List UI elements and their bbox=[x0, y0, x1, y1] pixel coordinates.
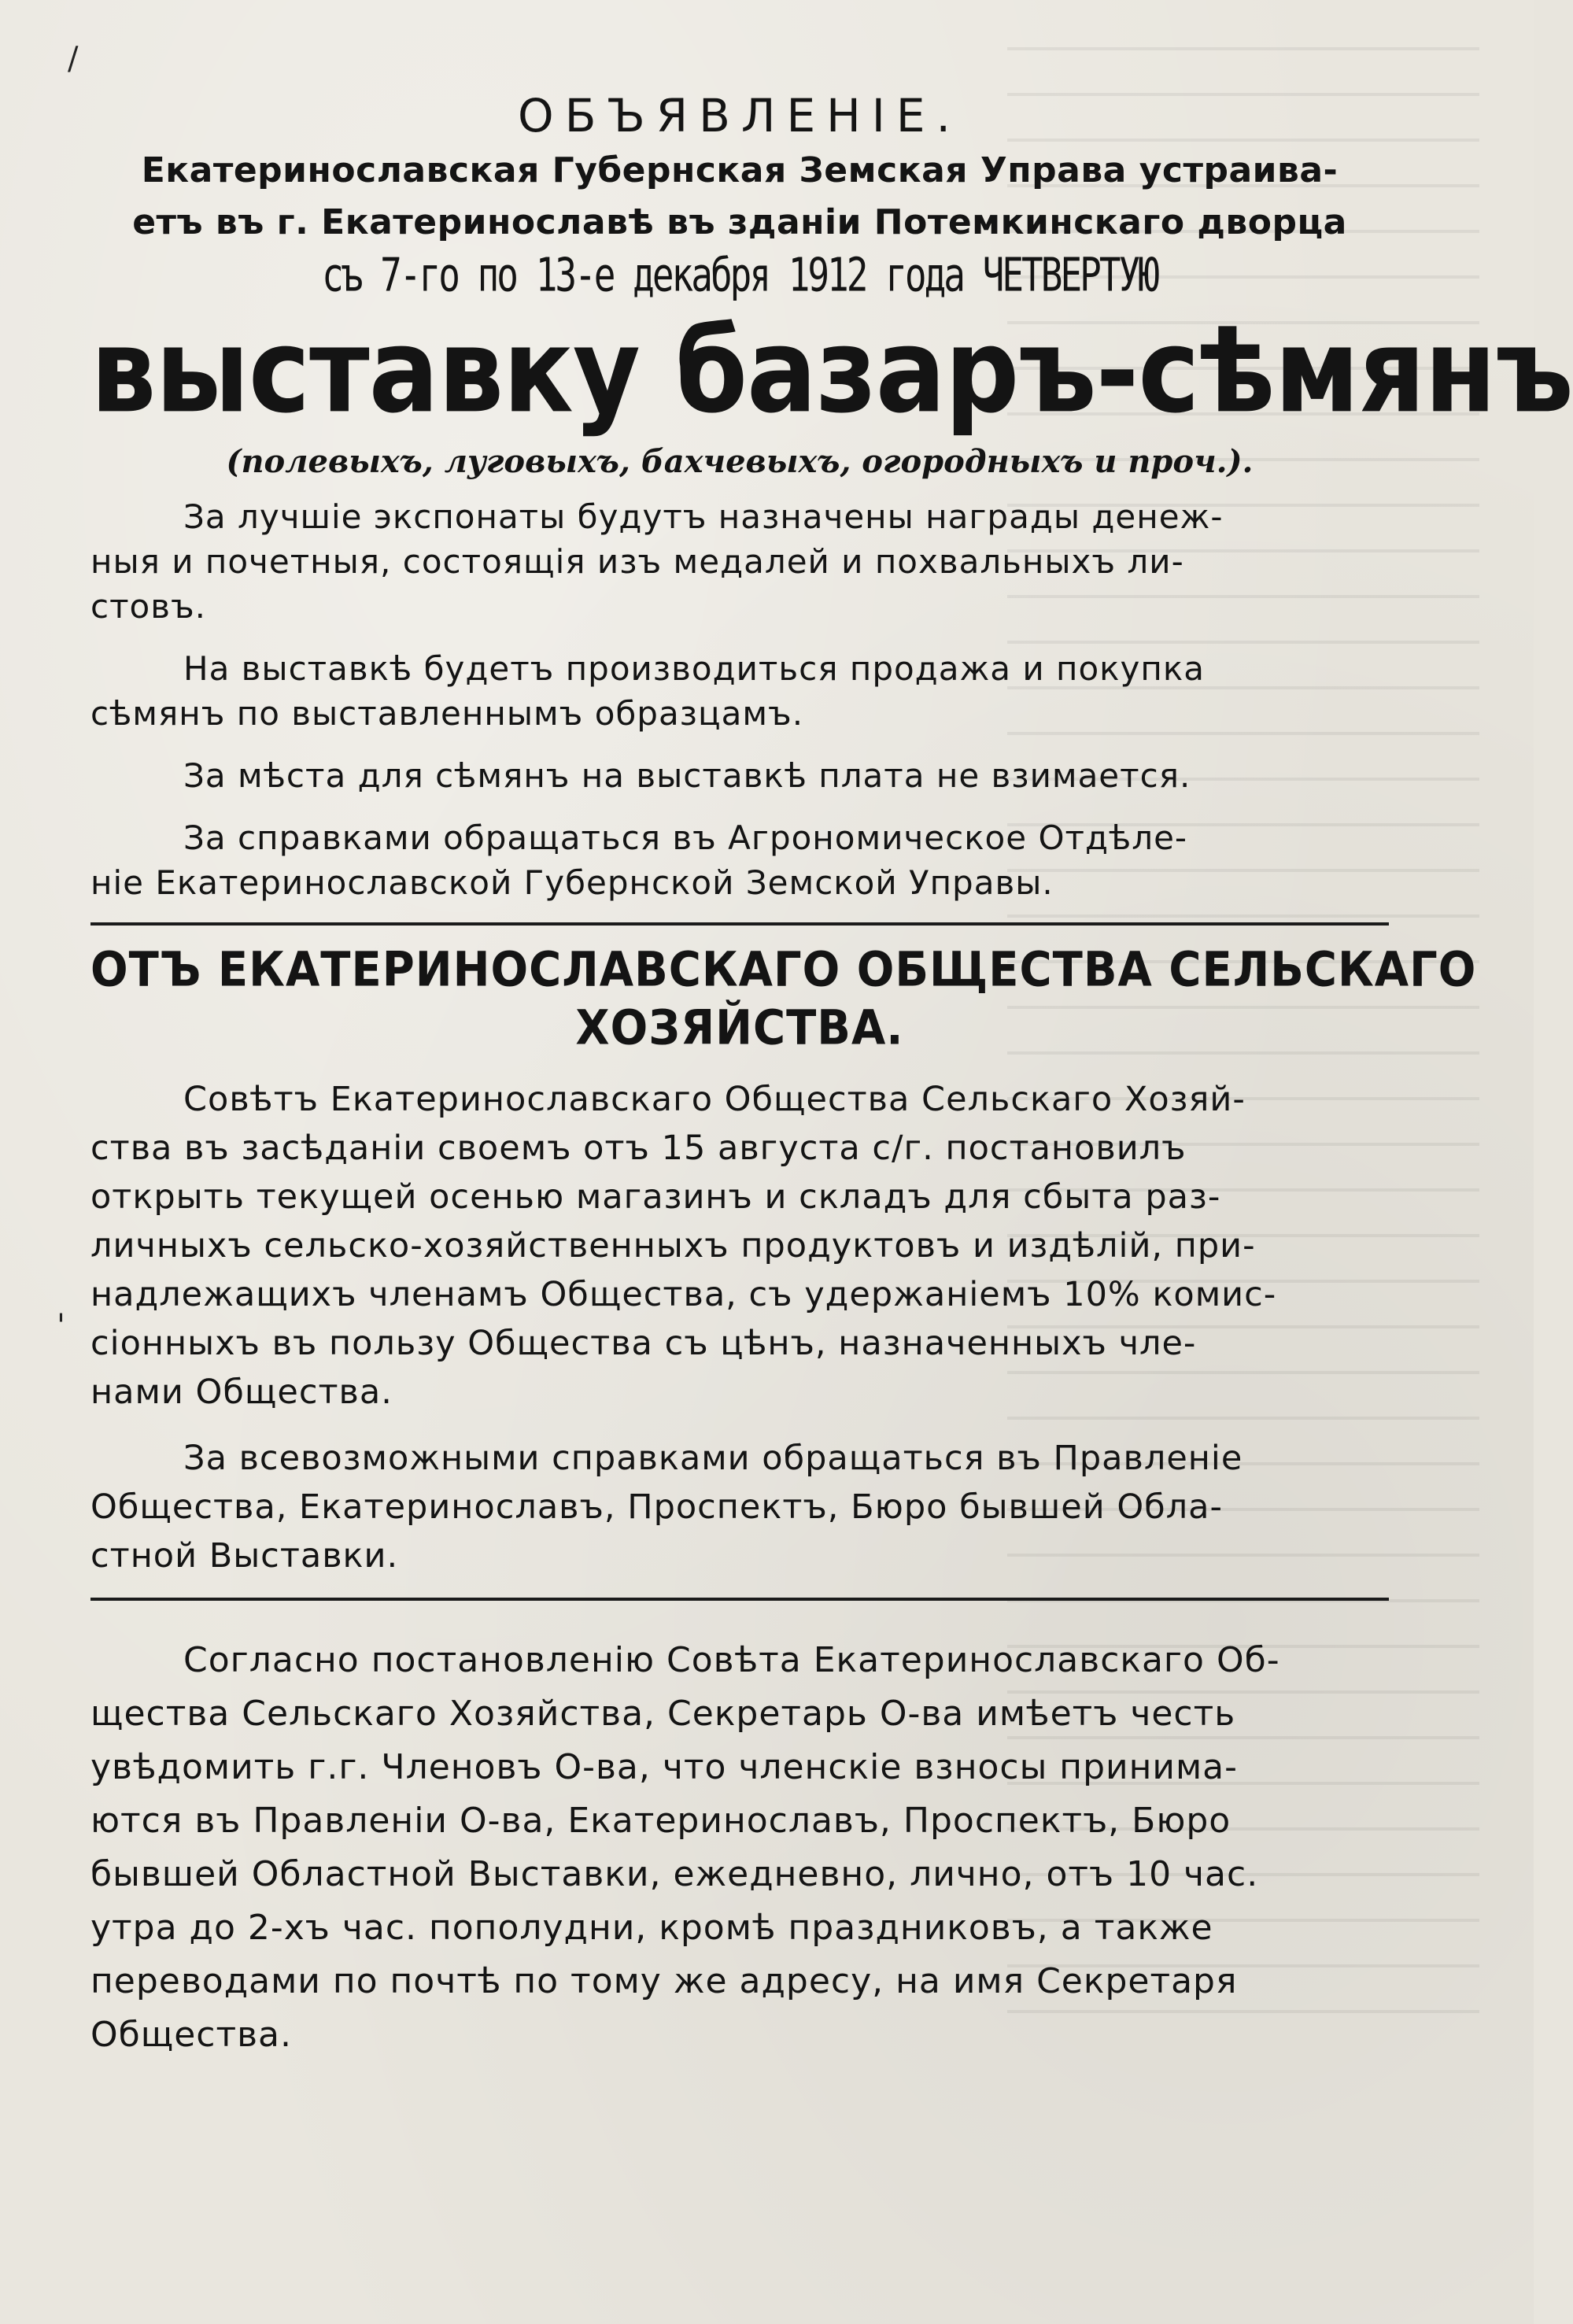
paragraph-line: За лучшіе экспонаты будутъ назначены награды денеж- bbox=[183, 497, 1224, 536]
paragraph-line: стной Выставки. bbox=[90, 1536, 399, 1576]
announcement-paragraph-3 bbox=[90, 753, 1389, 798]
announcement-title: ОБЪЯВЛЕНІЕ. bbox=[518, 89, 962, 142]
society-paragraph-1 bbox=[90, 1075, 1389, 1417]
section-divider-2 bbox=[90, 1598, 1389, 1601]
paragraph-line: За мѣста для сѣмянъ на выставкѣ плата не взимается. bbox=[183, 756, 1191, 795]
margin-mark-left: ' bbox=[57, 1308, 65, 1344]
announcement-date-line: съ 7-го по 13-е декабря 1912 года ЧЕТВЕРТУЮ bbox=[322, 247, 1158, 302]
paragraph-line: ныя и почетныя, состоящія изъ медалей и похвальныхъ ли- bbox=[90, 542, 1184, 581]
paragraph-line: щества Сельскаго Хозяйства, Секретарь О-ва имѣетъ честь bbox=[90, 1694, 1236, 1734]
paragraph-line: увѣдомить г.г. Членовъ О-ва, что членскіе взносы принима- bbox=[90, 1747, 1238, 1787]
paragraph-line: За всевозможными справками обращаться въ Правленіе bbox=[183, 1439, 1243, 1478]
society-heading-line-2: ХОЗЯЙСТВА. bbox=[575, 1000, 904, 1056]
paragraph-line: утра до 2-хъ час. пополудни, кромѣ праздниковъ, а также bbox=[90, 1908, 1213, 1948]
announcement-paragraph-1 bbox=[90, 494, 1389, 629]
paragraph-line: Согласно постановленію Совѣта Екатеринославскаго Об- bbox=[183, 1640, 1280, 1680]
paragraph-line: бывшей Областной Выставки, ежедневно, лично, отъ 10 час. bbox=[90, 1854, 1259, 1894]
paragraph-line: переводами по почтѣ по тому же адресу, на имя Секретаря bbox=[90, 1961, 1238, 2001]
paragraph-line: стовъ. bbox=[90, 587, 207, 626]
paragraph-line: Общества, Екатеринославъ, Проспектъ, Бюро бывшей Обла- bbox=[90, 1487, 1224, 1527]
section-divider-1 bbox=[90, 922, 1389, 926]
paragraph-line: нами Общества. bbox=[90, 1373, 393, 1412]
text-column bbox=[90, 87, 1573, 2062]
announcement-org-line-2: етъ въ г. Екатеринославѣ въ зданіи Потемкинскаго дворца bbox=[132, 202, 1347, 242]
society-paragraph-2 bbox=[90, 1434, 1389, 1580]
paragraph-line: Общества. bbox=[90, 2015, 292, 2055]
paragraph-line: На выставкѣ будетъ производиться продажа и покупка bbox=[183, 649, 1205, 688]
paragraph-line: открыть текущей осенью магазинъ и складъ для сбыта раз- bbox=[90, 1177, 1221, 1217]
announcement-paragraph-2 bbox=[90, 646, 1389, 736]
exhibition-title: выставку базаръ-сѣмянъ bbox=[90, 303, 1573, 440]
paragraph-line: сѣмянъ по выставленнымъ образцамъ. bbox=[90, 694, 804, 733]
exhibition-subtitle: (полевыхъ, луговыхъ, бахчевыхъ, огородныхъ и проч.). bbox=[226, 443, 1254, 480]
margin-mark-top: / bbox=[68, 41, 79, 77]
announcement-paragraph-4 bbox=[90, 815, 1389, 905]
paragraph-line: За справками обращаться въ Агрономическое Отдѣле- bbox=[183, 818, 1188, 857]
paragraph-line: надлежащихъ членамъ Общества, съ удержаніемъ 10% комис- bbox=[90, 1275, 1277, 1314]
paragraph-line: ются въ Правленіи О-ва, Екатеринославъ, Проспектъ, Бюро bbox=[90, 1801, 1231, 1841]
paragraph-line: ства въ засѣданіи своемъ отъ 15 августа с/г. постановилъ bbox=[90, 1129, 1187, 1168]
paragraph-line: личныхъ сельско-хозяйственныхъ продуктовъ и издѣлій, при- bbox=[90, 1226, 1256, 1265]
society-heading-line-1: ОТЪ ЕКАТЕРИНОСЛАВСКАГО ОБЩЕСТВА СЕЛЬСКАГО bbox=[90, 942, 1477, 998]
membership-notice bbox=[90, 1634, 1389, 2062]
paragraph-line: сіонныхъ въ пользу Общества съ цѣнъ, назначенныхъ чле- bbox=[90, 1324, 1197, 1363]
paragraph-line: Совѣтъ Екатеринославскаго Общества Сельскаго Хозяй- bbox=[183, 1080, 1246, 1119]
announcement-org-line-1: Екатеринославская Губернская Земская Управа устраива- bbox=[141, 150, 1339, 190]
paragraph-line: ніе Екатеринославской Губернской Земской Управы. bbox=[90, 863, 1054, 902]
